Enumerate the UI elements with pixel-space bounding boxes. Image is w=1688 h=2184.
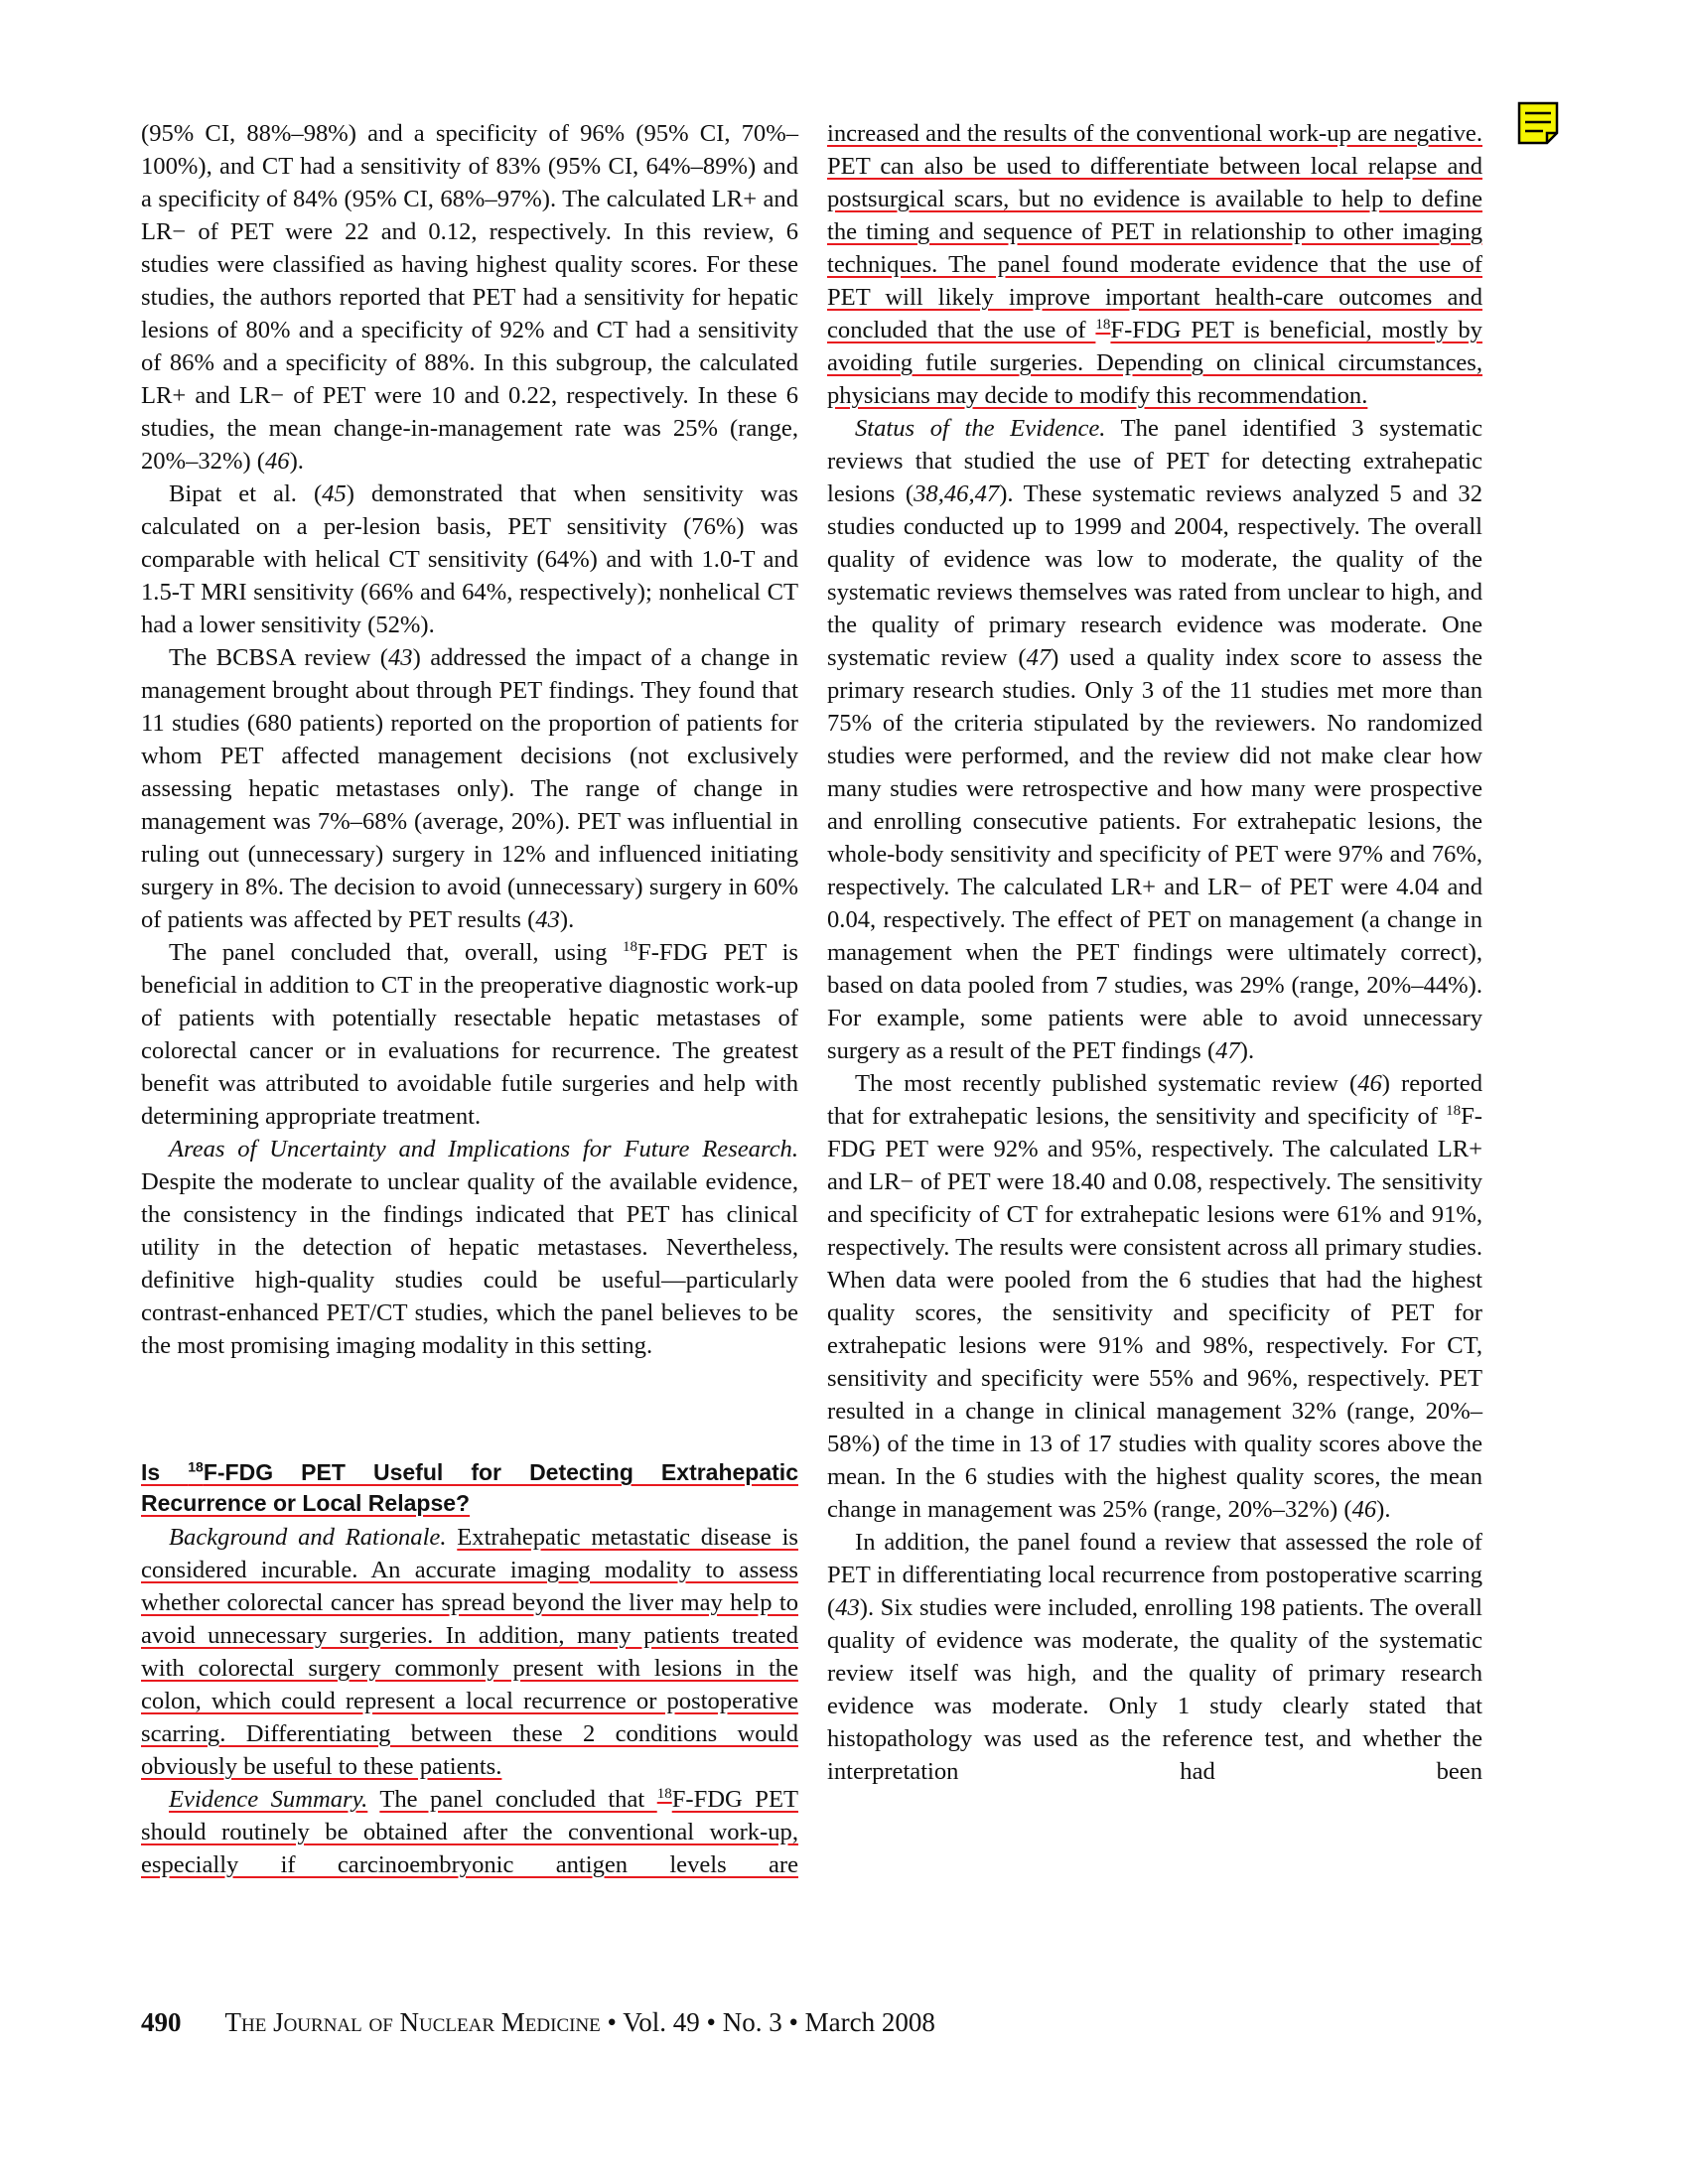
italic-text: Background and Rationale. <box>169 1524 447 1551</box>
left-column <box>141 117 798 1881</box>
italic-text: 46 <box>1357 1070 1382 1097</box>
italic-text: 43 <box>387 644 413 671</box>
text-run: ). Six studies were included, enrolling 198 patients. The overall quality of evidence was moderate, the quality of the systematic review itself was high, and the quality of primary research evidence was moderate. Only 1 study clearly stated that histopathology was used as the reference test, and whether the interpretation had been <box>827 1594 1482 1785</box>
highlighted-text: Evidence Summary. <box>169 1786 368 1813</box>
italic-text: 45 <box>322 480 347 507</box>
paragraph <box>827 1067 1482 1526</box>
page-footer <box>141 2007 935 2038</box>
text-run: ). <box>559 906 575 933</box>
highlighted-text: Extrahepatic metastatic disease is considered incurable. An accurate imaging modality to assess whether colorectal cancer has spread beyond the liver may help to avoid unnecessary surgeries. In addition, many patients treated with colorectal surgery commonly present with lesions in the colon, which could represent a local recurrence or postoperative scarring. Differentiating between these 2 conditions would obviously be useful to these patients. <box>141 1524 798 1780</box>
text-run: The panel concluded that, overall, using <box>169 939 624 966</box>
text-run <box>447 1524 458 1551</box>
paragraph <box>827 412 1482 1067</box>
sticky-note-icon[interactable] <box>1517 101 1559 145</box>
paragraph <box>827 1526 1482 1788</box>
text-run: 18 <box>1446 1102 1462 1119</box>
italic-text: 43 <box>535 906 560 933</box>
highlighted-text: increased and the results of the conventional work-up are negative. PET can also be used to differentiate between local relapse and postsurgical scars, but no evidence is available to help to define the timing and sequence of PET in relationship to other imaging techniques. The panel found moderate evidence that the use of PET will likely improve important health-care outcomes and concluded that the use of <box>827 120 1482 343</box>
right-column <box>827 117 1482 1788</box>
text-run: F-FDG PET is beneficial in addition to CT in the preoperative diagnostic work-up of patients with potentially resectable hepatic metastases of colorectal cancer or in evaluations for recurrence. The greatest benefit was attributed to avoidable futile surgeries and help with determining appropriate treatment. <box>141 939 798 1130</box>
paragraph <box>141 1133 798 1362</box>
text-run: ). These systematic reviews analyzed 5 and 32 studies conducted up to 1999 and 2004, respectively. The overall quality of evidence was low to moderate, the quality of the systematic reviews themselves was rated from unclear to high, and the quality of primary research evidence was moderate. One systematic review ( <box>827 480 1483 671</box>
highlighted-text: The panel concluded that <box>379 1786 657 1813</box>
italic-text: 46 <box>1351 1496 1377 1523</box>
left-paragraphs-section <box>141 1521 798 1881</box>
paragraph <box>141 936 798 1133</box>
heading-superscript: 18 <box>188 1458 204 1475</box>
highlighted-text: F-FDG PET should routinely be obtained after the conventional work-up, especially if carcinoembryonic antigen levels are <box>141 1786 798 1878</box>
text-run: The most recently published systematic review ( <box>855 1070 1358 1097</box>
text-run: 18 <box>623 938 638 955</box>
highlighted-text: 18 <box>1095 316 1111 333</box>
paragraph <box>141 117 798 478</box>
italic-text: 38,46,47 <box>914 480 1000 507</box>
italic-text: 43 <box>835 1594 860 1621</box>
issue-info: • Vol. 49 • No. 3 • March 2008 <box>600 2007 935 2037</box>
text-run: Despite the moderate to unclear quality of the available evidence, the consistency in the findings indicated that PET has clinical utility in the detection of hepatic metastases. Nevertheless, definitive high-quality studies could be useful—particularly contrast-enhanced PET/CT studies, which the panel believes to be the most promising imaging modality in this setting. <box>141 1168 798 1359</box>
text-run: ) reported that for extrahepatic lesions, the sensitivity and specificity of <box>827 1070 1482 1130</box>
italic-text: Status of the Evidence. <box>855 415 1106 442</box>
text-run <box>367 1786 379 1813</box>
text-run: Bipat et al. ( <box>169 480 323 507</box>
highlighted-text: 18 <box>656 1785 672 1802</box>
heading-text: F-FDG PET Useful for Detecting Extrahepatic Recurrence or Local Relapse? <box>141 1459 798 1516</box>
italic-text: Areas of Uncertainty and Implications for Future Research. <box>169 1136 798 1162</box>
page-number: 490 <box>141 2007 182 2037</box>
text-run: ). <box>289 448 304 475</box>
text-run: ). <box>1376 1496 1391 1523</box>
italic-text: 47 <box>1026 644 1052 671</box>
text-run: ) addressed the impact of a change in management brought about through PET findings. They found that 11 studies (680 patients) reported on the proportion of patients for whom PET affected management decisions (not exclusively assessing hepatic metastases only). The range of change in management was 7%–68% (average, 20%). PET was influential in ruling out (unnecessary) surgery in 12% and influenced initiating surgery in 8%. The decision to avoid (unnecessary) surgery in 60% of patients was affected by PET results ( <box>141 644 799 933</box>
paragraph <box>827 117 1482 412</box>
heading-text: Is <box>141 1459 189 1485</box>
italic-text: 47 <box>1215 1037 1240 1064</box>
journal-name: The Journal of Nuclear Medicine <box>224 2007 601 2037</box>
text-run: The BCBSA review ( <box>169 644 388 671</box>
text-run: (95% CI, 88%–98%) and a specificity of 96% (95% CI, 70%–100%), and CT had a sensitivity of 83% (95% CI, 64%–89%) and a specificity of 84% (95% CI, 68%–97%). The calculated LR+ and LR− of PET were 22 and 0.12, respectively. In this review, 6 studies were classified as having highest quality scores. For these studies, the authors reported that PET had a sensitivity for hepatic lesions of 80% and a specificity of 92% and CT had a sensitivity of 86% and a specificity of 88%. In this subgroup, the calculated LR+ and LR− of PET were 10 and 0.22, respectively. In these 6 studies, the mean change-in-management rate was 25% (range, 20%–32%) ( <box>141 120 798 475</box>
paragraph <box>141 1521 798 1783</box>
section-heading <box>141 1457 798 1519</box>
text-run: F-FDG PET were 92% and 95%, respectively. The calculated LR+ and LR− of PET were 18.40 and 0.08, respectively. The sensitivity and specificity of CT for extrahepatic lesions were 61% and 91%, respectively. The results were consistent across all primary studies. When data were pooled from the 6 studies that had the highest quality scores, the sensitivity and specificity of PET for extrahepatic lesions were 91% and 98%, respectively. For CT, sensitivity and specificity were 55% and 96%, respectively. PET resulted in a change in clinical management 32% (range, 20%–58%) of the time in 13 of 17 studies with quality scores above the mean. In the 6 studies with the highest quality scores, the mean change in management was 25% (range, 20%–32%) ( <box>827 1103 1482 1523</box>
paragraph <box>141 641 798 936</box>
paragraph <box>141 478 798 641</box>
text-run: The panel identified 3 systematic reviews that studied the use of PET for detecting extrahepatic lesions ( <box>827 415 1482 507</box>
paragraph <box>141 1783 798 1881</box>
text-run: ) used a quality index score to assess the primary research studies. Only 3 of the 11 studies met more than 75% of the criteria stipulated by the reviewers. No randomized studies were performed, and the review did not make clear how many studies were retrospective and how many were prospective and enrolling consecutive patients. For extrahepatic lesions, the whole-body sensitivity and specificity of PET were 97% and 76%, respectively. The calculated LR+ and LR− of PET were 4.04 and 0.04, respectively. The effect of PET on management (a change in management when the PET findings were ultimately correct), based on data pooled from 7 studies, was 29% (range, 20%–44%). For example, some patients were able to avoid unnecessary surgery as a result of the PET findings ( <box>827 644 1483 1064</box>
highlighted-text: F-FDG PET is beneficial, mostly by avoiding futile surgeries. Depending on clinical circumstances, physicians may decide to modify this recommendation. <box>827 317 1482 409</box>
text-run: ). <box>1239 1037 1255 1064</box>
text-run: ) demonstrated that when sensitivity was calculated on a per-lesion basis, PET sensitivity (76%) was comparable with helical CT sensitivity (64%) and with 1.0-T and 1.5-T MRI sensitivity (66% and 64%, respectively); nonhelical CT had a lower sensitivity (52%). <box>141 480 798 638</box>
left-paragraphs <box>141 117 798 1362</box>
italic-text: 46 <box>265 448 290 475</box>
text-run: In addition, the panel found a review that assessed the role of PET in differentiating local recurrence from postoperative scarring ( <box>827 1529 1482 1621</box>
